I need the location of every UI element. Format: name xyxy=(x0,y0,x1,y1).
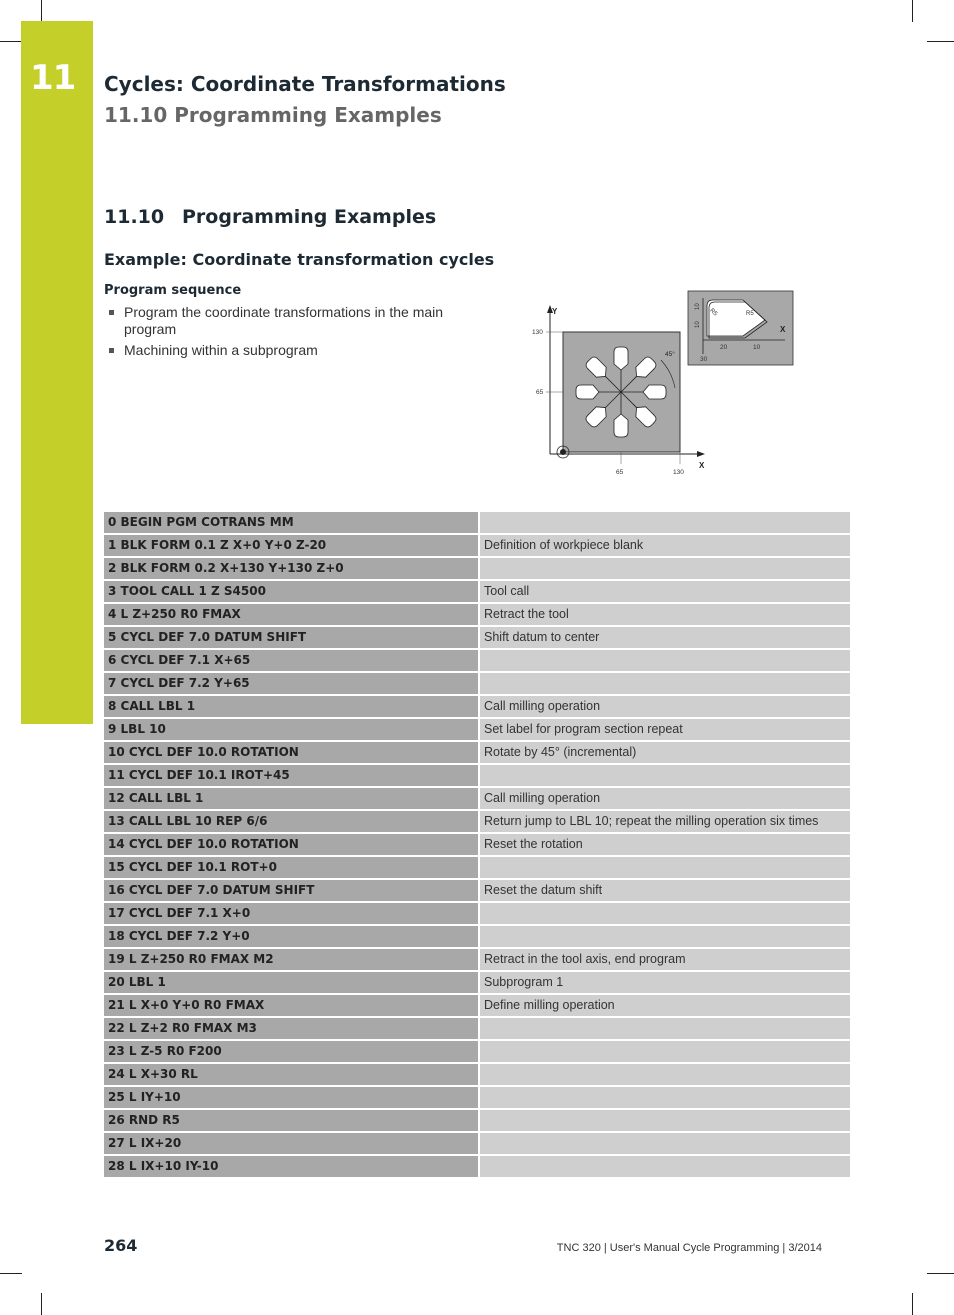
program-line-description xyxy=(479,1109,850,1132)
x-axis-label: X xyxy=(699,461,705,470)
detail-dim-30: 30 xyxy=(700,356,708,363)
table-row xyxy=(104,787,850,810)
table-row xyxy=(104,994,850,1017)
dim-y-65: 65 xyxy=(536,389,544,396)
program-line-code: 16 CYCL DEF 7.0 DATUM SHIFT xyxy=(104,879,479,902)
table-row xyxy=(104,1017,850,1040)
program-line-code: 1 BLK FORM 0.1 Z X+0 Y+0 Z-20 xyxy=(104,534,479,557)
program-line-description xyxy=(479,557,850,580)
table-row xyxy=(104,856,850,879)
table-row xyxy=(104,879,850,902)
program-table xyxy=(104,512,850,1179)
program-line-code: 7 CYCL DEF 7.2 Y+65 xyxy=(104,672,479,695)
table-row xyxy=(104,512,850,534)
table-row xyxy=(104,1040,850,1063)
crop-mark xyxy=(0,1273,22,1274)
program-line-description xyxy=(479,1155,850,1178)
program-line-code: 28 L IX+10 IY-10 xyxy=(104,1155,479,1178)
table-row xyxy=(104,764,850,787)
footer-text: TNC 320 | User's Manual Cycle Programming | 3/2014 xyxy=(556,1242,822,1254)
program-line-code: 11 CYCL DEF 10.1 IROT+45 xyxy=(104,764,479,787)
crop-mark xyxy=(0,41,22,42)
bullet-list xyxy=(104,304,474,363)
dim-x-130: 130 xyxy=(673,469,684,476)
dim-x-65: 65 xyxy=(616,469,624,476)
chapter-number: 11 xyxy=(30,58,76,98)
y-axis-label: Y xyxy=(552,307,558,316)
crop-mark xyxy=(927,1273,954,1274)
program-line-description xyxy=(479,512,850,534)
bullet-square-icon xyxy=(109,348,114,353)
section-number: 11.10 xyxy=(104,206,165,228)
bullet-square-icon xyxy=(109,310,114,315)
program-line-description xyxy=(479,1086,850,1109)
detail-radius-label: R5 xyxy=(708,307,719,318)
table-row xyxy=(104,741,850,764)
program-line-code: 27 L IX+20 xyxy=(104,1132,479,1155)
workpiece-figure xyxy=(530,288,800,478)
program-line-description xyxy=(479,1132,850,1155)
program-line-description: Rotate by 45° (incremental) xyxy=(479,741,850,764)
program-line-description xyxy=(479,1040,850,1063)
table-row xyxy=(104,1155,850,1178)
program-line-description: Retract the tool xyxy=(479,603,850,626)
table-row xyxy=(104,695,850,718)
program-line-code: 22 L Z+2 R0 FMAX M3 xyxy=(104,1017,479,1040)
program-line-description: Definition of workpiece blank xyxy=(479,534,850,557)
program-line-description: Call milling operation xyxy=(479,695,850,718)
page-number: 264 xyxy=(104,1236,138,1255)
program-line-description xyxy=(479,672,850,695)
table-row xyxy=(104,1132,850,1155)
table-row xyxy=(104,534,850,557)
table-row xyxy=(104,971,850,994)
program-line-description xyxy=(479,764,850,787)
table-row xyxy=(104,603,850,626)
program-line-code: 24 L X+30 RL xyxy=(104,1063,479,1086)
table-row xyxy=(104,580,850,603)
program-line-code: 10 CYCL DEF 10.0 ROTATION xyxy=(104,741,479,764)
program-line-code: 18 CYCL DEF 7.2 Y+0 xyxy=(104,925,479,948)
program-line-code: 3 TOOL CALL 1 Z S4500 xyxy=(104,580,479,603)
program-line-description xyxy=(479,1063,850,1086)
program-line-description xyxy=(479,1017,850,1040)
detail-dim-10: 10 xyxy=(695,303,701,310)
dim-y-130: 130 xyxy=(532,329,543,336)
program-line-code: 12 CALL LBL 1 xyxy=(104,787,479,810)
program-line-code: 13 CALL LBL 10 REP 6/6 xyxy=(104,810,479,833)
angle-label: 45° xyxy=(665,351,675,358)
program-line-code: 4 L Z+250 R0 FMAX xyxy=(104,603,479,626)
program-line-description: Set label for program section repeat xyxy=(479,718,850,741)
detail-dim-20: 20 xyxy=(720,344,728,351)
program-line-code: 19 L Z+250 R0 FMAX M2 xyxy=(104,948,479,971)
table-row xyxy=(104,672,850,695)
chapter-title: Cycles: Coordinate Transformations xyxy=(104,72,506,96)
program-line-description: Define milling operation xyxy=(479,994,850,1017)
bullet-item: Machining within a subprogram xyxy=(104,342,474,359)
program-line-code: 6 CYCL DEF 7.1 X+65 xyxy=(104,649,479,672)
program-line-description: Retract in the tool axis, end program xyxy=(479,948,850,971)
detail-x-axis-label: X xyxy=(780,325,786,334)
crop-mark xyxy=(912,0,913,22)
table-row xyxy=(104,1086,850,1109)
crop-mark xyxy=(927,41,954,42)
program-line-code: 5 CYCL DEF 7.0 DATUM SHIFT xyxy=(104,626,479,649)
program-line-code: 0 BEGIN PGM COTRANS MM xyxy=(104,512,479,534)
program-line-code: 25 L IY+10 xyxy=(104,1086,479,1109)
table-row xyxy=(104,1109,850,1132)
program-line-code: 9 LBL 10 xyxy=(104,718,479,741)
table-row xyxy=(104,649,850,672)
table-row xyxy=(104,557,850,580)
program-line-description xyxy=(479,856,850,879)
table-row xyxy=(104,810,850,833)
example-title: Example: Coordinate transformation cycles xyxy=(104,250,495,269)
program-line-code: 17 CYCL DEF 7.1 X+0 xyxy=(104,902,479,925)
program-line-description: Return jump to LBL 10; repeat the milling operation six times xyxy=(479,810,850,833)
crop-mark xyxy=(912,1293,913,1315)
program-line-code: 20 LBL 1 xyxy=(104,971,479,994)
bullet-item: Program the coordinate transformations in the main program xyxy=(104,304,474,338)
program-line-code: 8 CALL LBL 1 xyxy=(104,695,479,718)
program-line-description: Reset the rotation xyxy=(479,833,850,856)
program-line-description xyxy=(479,925,850,948)
program-line-description xyxy=(479,902,850,925)
table-row xyxy=(104,925,850,948)
program-line-description: Call milling operation xyxy=(479,787,850,810)
program-line-description xyxy=(479,649,850,672)
program-line-code: 21 L X+0 Y+0 R0 FMAX xyxy=(104,994,479,1017)
crop-mark xyxy=(41,1293,42,1315)
crop-mark xyxy=(41,0,42,22)
program-line-code: 15 CYCL DEF 10.1 ROT+0 xyxy=(104,856,479,879)
table-row xyxy=(104,902,850,925)
table-row xyxy=(104,948,850,971)
program-line-code: 14 CYCL DEF 10.0 ROTATION xyxy=(104,833,479,856)
table-row xyxy=(104,833,850,856)
program-sequence-label: Program sequence xyxy=(104,283,242,298)
table-row xyxy=(104,626,850,649)
program-line-description: Shift datum to center xyxy=(479,626,850,649)
program-line-description: Tool call xyxy=(479,580,850,603)
program-line-code: 2 BLK FORM 0.2 X+130 Y+130 Z+0 xyxy=(104,557,479,580)
section-heading xyxy=(104,206,436,228)
detail-radius-label: R5 xyxy=(746,311,754,317)
table-row xyxy=(104,1063,850,1086)
chapter-subtitle: 11.10 Programming Examples xyxy=(104,103,442,127)
section-title: Programming Examples xyxy=(182,206,437,228)
program-line-code: 26 RND R5 xyxy=(104,1109,479,1132)
table-row xyxy=(104,718,850,741)
program-line-code: 23 L Z-5 R0 F200 xyxy=(104,1040,479,1063)
program-line-description: Reset the datum shift xyxy=(479,879,850,902)
chapter-tab xyxy=(21,21,93,724)
program-line-description: Subprogram 1 xyxy=(479,971,850,994)
detail-dim-10: 10 xyxy=(753,344,761,351)
detail-dim-10: 10 xyxy=(695,321,701,328)
